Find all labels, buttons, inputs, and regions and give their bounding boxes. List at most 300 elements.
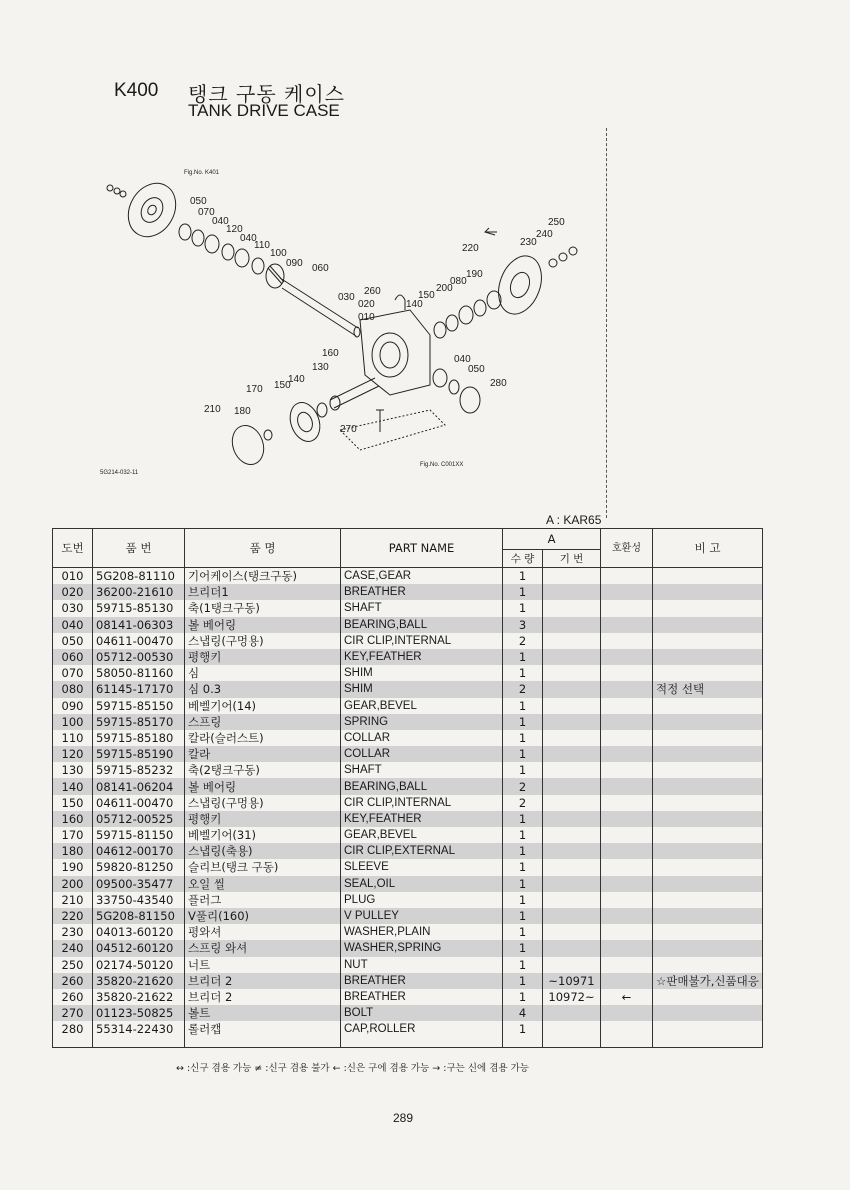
row-remarks bbox=[653, 989, 763, 1005]
header-group-a: A bbox=[503, 529, 601, 550]
row-quantity: 1 bbox=[503, 940, 543, 956]
row-name-korean: 너트 bbox=[185, 957, 341, 973]
table-row bbox=[53, 795, 763, 811]
row-quantity: 2 bbox=[503, 795, 543, 811]
row-compat bbox=[601, 600, 653, 616]
row-serial bbox=[543, 730, 601, 746]
row-compat bbox=[601, 730, 653, 746]
row-serial bbox=[543, 681, 601, 697]
row-name-korean: 평와셔 bbox=[185, 924, 341, 940]
row-remarks bbox=[653, 730, 763, 746]
row-quantity: 1 bbox=[503, 859, 543, 875]
row-number: 080 bbox=[53, 681, 93, 697]
callout: 120 bbox=[226, 224, 243, 235]
table-row bbox=[53, 811, 763, 827]
row-name-korean: 스프링 bbox=[185, 714, 341, 730]
table-row bbox=[53, 762, 763, 778]
row-compat bbox=[601, 746, 653, 762]
row-remarks bbox=[653, 746, 763, 762]
callout: 240 bbox=[536, 229, 553, 240]
row-remarks bbox=[653, 957, 763, 973]
row-serial bbox=[543, 584, 601, 600]
callout: 210 bbox=[204, 404, 221, 415]
table-row bbox=[53, 778, 763, 794]
row-quantity: 1 bbox=[503, 876, 543, 892]
row-quantity: 4 bbox=[503, 1005, 543, 1021]
row-serial bbox=[543, 568, 601, 585]
row-compat bbox=[601, 811, 653, 827]
row-name-english: SHAFT bbox=[341, 600, 503, 616]
table-row bbox=[53, 876, 763, 892]
row-name-english: CAP,ROLLER bbox=[341, 1021, 503, 1048]
row-part-number: 04013-60120 bbox=[93, 924, 185, 940]
row-name-english: CASE,GEAR bbox=[341, 568, 503, 585]
row-name-korean: 베벨기어(14) bbox=[185, 698, 341, 714]
table-row bbox=[53, 698, 763, 714]
row-name-korean: 슬리브(탱크 구동) bbox=[185, 859, 341, 875]
callout: 250 bbox=[548, 217, 565, 228]
header-qty: 수 량 bbox=[503, 550, 543, 568]
variant-note: A : KAR65 bbox=[546, 513, 602, 527]
row-serial bbox=[543, 795, 601, 811]
row-name-english: SPRING bbox=[341, 714, 503, 730]
row-name-korean: 롤러캡 bbox=[185, 1021, 341, 1048]
header-part-no: 품 번 bbox=[93, 529, 185, 568]
row-part-number: 59820-81250 bbox=[93, 859, 185, 875]
row-name-english: CIR CLIP,INTERNAL bbox=[341, 633, 503, 649]
callout: 020 bbox=[358, 299, 375, 310]
row-part-number: 05712-00525 bbox=[93, 811, 185, 827]
table-row bbox=[53, 1021, 763, 1048]
row-remarks bbox=[653, 600, 763, 616]
row-name-english: PLUG bbox=[341, 892, 503, 908]
header-name-en: PART NAME bbox=[341, 529, 503, 568]
row-serial bbox=[543, 746, 601, 762]
callout: 230 bbox=[520, 237, 537, 248]
row-name-english: KEY,FEATHER bbox=[341, 811, 503, 827]
row-name-english: SHIM bbox=[341, 665, 503, 681]
row-remarks bbox=[653, 649, 763, 665]
row-name-korean: 심 bbox=[185, 665, 341, 681]
row-quantity: 2 bbox=[503, 681, 543, 697]
row-number: 100 bbox=[53, 714, 93, 730]
callout: 050 bbox=[190, 196, 207, 207]
row-number: 050 bbox=[53, 633, 93, 649]
row-quantity: 1 bbox=[503, 714, 543, 730]
row-compat bbox=[601, 681, 653, 697]
row-serial bbox=[543, 1021, 601, 1048]
row-number: 070 bbox=[53, 665, 93, 681]
row-serial bbox=[543, 714, 601, 730]
callout: 150 bbox=[274, 380, 291, 391]
row-compat bbox=[601, 1021, 653, 1048]
callout: 160 bbox=[322, 348, 339, 359]
row-part-number: 35820-21620 bbox=[93, 973, 185, 989]
row-name-korean: 스프링 와셔 bbox=[185, 940, 341, 956]
row-remarks bbox=[653, 924, 763, 940]
row-part-number: 04611-00470 bbox=[93, 795, 185, 811]
row-remarks bbox=[653, 940, 763, 956]
callout: 150 bbox=[418, 290, 435, 301]
row-number: 170 bbox=[53, 827, 93, 843]
table-row bbox=[53, 940, 763, 956]
row-name-english: BEARING,BALL bbox=[341, 617, 503, 633]
table-row bbox=[53, 568, 763, 585]
row-quantity: 1 bbox=[503, 746, 543, 762]
row-name-korean: 축(1탱크구동) bbox=[185, 600, 341, 616]
row-quantity: 1 bbox=[503, 973, 543, 989]
row-compat bbox=[601, 940, 653, 956]
callout: 110 bbox=[254, 240, 270, 251]
row-serial: 10972~ bbox=[543, 989, 601, 1005]
row-quantity: 1 bbox=[503, 827, 543, 843]
row-compat bbox=[601, 633, 653, 649]
row-number: 140 bbox=[53, 778, 93, 794]
row-name-english: SEAL,OIL bbox=[341, 876, 503, 892]
row-number: 250 bbox=[53, 957, 93, 973]
table-row bbox=[53, 924, 763, 940]
row-name-english: SLEEVE bbox=[341, 859, 503, 875]
callout: 010 bbox=[358, 312, 375, 323]
row-number: 270 bbox=[53, 1005, 93, 1021]
row-quantity: 1 bbox=[503, 584, 543, 600]
row-remarks bbox=[653, 633, 763, 649]
row-quantity: 1 bbox=[503, 957, 543, 973]
callout: 040 bbox=[454, 354, 471, 365]
row-name-korean: 스냅링(구멍용) bbox=[185, 795, 341, 811]
row-compat bbox=[601, 584, 653, 600]
row-name-english: WASHER,PLAIN bbox=[341, 924, 503, 940]
row-quantity: 1 bbox=[503, 730, 543, 746]
header-compat: 호환성 bbox=[601, 529, 653, 568]
header-serial: 기 번 bbox=[543, 550, 601, 568]
row-part-number: 59715-85150 bbox=[93, 698, 185, 714]
row-name-english: GEAR,BEVEL bbox=[341, 827, 503, 843]
row-compat bbox=[601, 714, 653, 730]
row-compat bbox=[601, 568, 653, 585]
row-serial bbox=[543, 617, 601, 633]
row-number: 030 bbox=[53, 600, 93, 616]
row-part-number: 04612-00170 bbox=[93, 843, 185, 859]
row-name-korean: 심 0.3 bbox=[185, 681, 341, 697]
row-number: 020 bbox=[53, 584, 93, 600]
table-row bbox=[53, 973, 763, 989]
row-quantity: 1 bbox=[503, 924, 543, 940]
row-number: 200 bbox=[53, 876, 93, 892]
row-remarks bbox=[653, 568, 763, 585]
table-row bbox=[53, 957, 763, 973]
exploded-parts-diagram bbox=[90, 160, 610, 490]
row-compat bbox=[601, 908, 653, 924]
table-row bbox=[53, 665, 763, 681]
table-row bbox=[53, 843, 763, 859]
row-compat bbox=[601, 876, 653, 892]
callout: 050 bbox=[468, 364, 485, 375]
row-part-number: 36200-21610 bbox=[93, 584, 185, 600]
row-quantity: 3 bbox=[503, 617, 543, 633]
row-quantity: 1 bbox=[503, 665, 543, 681]
row-serial bbox=[543, 698, 601, 714]
row-quantity: 1 bbox=[503, 989, 543, 1005]
callout: 190 bbox=[466, 269, 483, 280]
row-part-number: 08141-06303 bbox=[93, 617, 185, 633]
row-remarks bbox=[653, 811, 763, 827]
header-no: 도번 bbox=[53, 529, 93, 568]
pulley-right bbox=[491, 250, 549, 320]
callout: 040 bbox=[212, 216, 229, 227]
row-part-number: 58050-81160 bbox=[93, 665, 185, 681]
table-row bbox=[53, 617, 763, 633]
callout: 170 bbox=[246, 384, 263, 395]
row-remarks bbox=[653, 859, 763, 875]
row-remarks bbox=[653, 778, 763, 794]
table-row bbox=[53, 746, 763, 762]
row-serial bbox=[543, 908, 601, 924]
row-part-number: 61145-17170 bbox=[93, 681, 185, 697]
row-name-korean: 축(2탱크구동) bbox=[185, 762, 341, 778]
row-compat bbox=[601, 762, 653, 778]
row-name-korean: 플러그 bbox=[185, 892, 341, 908]
row-name-korean: 스냅링(축용) bbox=[185, 843, 341, 859]
row-quantity: 1 bbox=[503, 600, 543, 616]
table-row bbox=[53, 649, 763, 665]
row-compat bbox=[601, 892, 653, 908]
row-name-english: V PULLEY bbox=[341, 908, 503, 924]
row-name-english: NUT bbox=[341, 957, 503, 973]
row-number: 260 bbox=[53, 989, 93, 1005]
row-name-english: BEARING,BALL bbox=[341, 778, 503, 794]
parts-table-body bbox=[53, 568, 763, 1048]
row-name-korean: 베벨기어(31) bbox=[185, 827, 341, 843]
table-row bbox=[53, 584, 763, 600]
row-number: 010 bbox=[53, 568, 93, 585]
row-quantity: 1 bbox=[503, 698, 543, 714]
row-name-english: GEAR,BEVEL bbox=[341, 698, 503, 714]
row-name-english: BOLT bbox=[341, 1005, 503, 1021]
row-compat bbox=[601, 649, 653, 665]
row-quantity: 1 bbox=[503, 649, 543, 665]
callout: 130 bbox=[312, 362, 329, 373]
row-quantity: 1 bbox=[503, 892, 543, 908]
row-number: 280 bbox=[53, 1021, 93, 1048]
section-title-english: TANK DRIVE CASE bbox=[188, 101, 340, 120]
row-part-number: 01123-50825 bbox=[93, 1005, 185, 1021]
row-number: 060 bbox=[53, 649, 93, 665]
page-number: 289 bbox=[393, 1111, 414, 1125]
row-part-number: 35820-21622 bbox=[93, 989, 185, 1005]
table-row bbox=[53, 681, 763, 697]
header-name-ko: 품 명 bbox=[185, 529, 341, 568]
row-name-korean: 볼 베어링 bbox=[185, 617, 341, 633]
row-number: 110 bbox=[53, 730, 93, 746]
row-name-english: SHIM bbox=[341, 681, 503, 697]
row-compat bbox=[601, 859, 653, 875]
row-name-korean: 브리더 2 bbox=[185, 973, 341, 989]
row-part-number: 02174-50120 bbox=[93, 957, 185, 973]
row-number: 090 bbox=[53, 698, 93, 714]
row-remarks bbox=[653, 892, 763, 908]
row-name-korean: 오일 씰 bbox=[185, 876, 341, 892]
row-serial bbox=[543, 762, 601, 778]
section-title-korean: 탱크 구동 케이스 bbox=[188, 82, 345, 106]
row-name-korean: 스냅링(구멍용) bbox=[185, 633, 341, 649]
row-compat bbox=[601, 973, 653, 989]
row-compat bbox=[601, 778, 653, 794]
table-row bbox=[53, 633, 763, 649]
row-number: 230 bbox=[53, 924, 93, 940]
row-name-korean: 브리더 2 bbox=[185, 989, 341, 1005]
row-quantity: 2 bbox=[503, 778, 543, 794]
row-part-number: 05712-00530 bbox=[93, 649, 185, 665]
row-remarks bbox=[653, 908, 763, 924]
table-row bbox=[53, 892, 763, 908]
row-remarks bbox=[653, 1021, 763, 1048]
callout: 280 bbox=[490, 378, 507, 389]
row-number: 130 bbox=[53, 762, 93, 778]
row-number: 190 bbox=[53, 859, 93, 875]
row-part-number: 5G208-81110 bbox=[93, 568, 185, 585]
callout: 040 bbox=[240, 233, 257, 244]
row-remarks: 적정 선택 bbox=[653, 681, 763, 697]
row-serial bbox=[543, 957, 601, 973]
row-serial bbox=[543, 924, 601, 940]
row-remarks bbox=[653, 843, 763, 859]
table-row bbox=[53, 908, 763, 924]
row-part-number: 09500-35477 bbox=[93, 876, 185, 892]
row-serial bbox=[543, 649, 601, 665]
callout: 260 bbox=[364, 286, 381, 297]
row-part-number: 59715-85232 bbox=[93, 762, 185, 778]
row-name-english: BREATHER bbox=[341, 973, 503, 989]
row-part-number: 33750-43540 bbox=[93, 892, 185, 908]
row-serial bbox=[543, 1005, 601, 1021]
row-part-number: 59715-81150 bbox=[93, 827, 185, 843]
row-name-korean: 기어케이스(탱크구동) bbox=[185, 568, 341, 585]
row-name-english: BREATHER bbox=[341, 584, 503, 600]
table-row bbox=[53, 714, 763, 730]
row-number: 180 bbox=[53, 843, 93, 859]
fig-ref-c001: Fig.No. C001XX bbox=[420, 462, 464, 468]
row-remarks bbox=[653, 617, 763, 633]
row-part-number: 55314-22430 bbox=[93, 1021, 185, 1048]
row-name-korean: 볼 베어링 bbox=[185, 778, 341, 794]
row-quantity: 1 bbox=[503, 568, 543, 585]
row-remarks bbox=[653, 698, 763, 714]
section-code: K400 bbox=[114, 80, 159, 101]
row-compat bbox=[601, 827, 653, 843]
header-remarks: 비 고 bbox=[653, 529, 763, 568]
callout: 070 bbox=[198, 207, 215, 218]
callout: 090 bbox=[286, 258, 303, 269]
row-compat bbox=[601, 665, 653, 681]
row-compat bbox=[601, 617, 653, 633]
row-serial bbox=[543, 876, 601, 892]
row-name-korean: V풀리(160) bbox=[185, 908, 341, 924]
row-name-english: BREATHER bbox=[341, 989, 503, 1005]
callout: 140 bbox=[288, 374, 305, 385]
callout: 200 bbox=[436, 283, 453, 294]
row-name-english: CIR CLIP,INTERNAL bbox=[341, 795, 503, 811]
row-part-number: 59715-85190 bbox=[93, 746, 185, 762]
fig-ref-k401: Fig.No. K401 bbox=[184, 170, 220, 176]
row-name-english: WASHER,SPRING bbox=[341, 940, 503, 956]
row-remarks: ☆판매불가,신품대응 bbox=[653, 973, 763, 989]
row-remarks bbox=[653, 762, 763, 778]
row-serial bbox=[543, 827, 601, 843]
row-serial bbox=[543, 665, 601, 681]
row-remarks bbox=[653, 827, 763, 843]
row-name-korean: 평행키 bbox=[185, 649, 341, 665]
row-remarks bbox=[653, 584, 763, 600]
parts-table bbox=[52, 528, 763, 1048]
row-part-number: 5G208-81150 bbox=[93, 908, 185, 924]
row-compat bbox=[601, 843, 653, 859]
table-row bbox=[53, 600, 763, 616]
row-serial bbox=[543, 892, 601, 908]
callout: 030 bbox=[338, 292, 355, 303]
table-row bbox=[53, 1005, 763, 1021]
row-number: 160 bbox=[53, 811, 93, 827]
table-row bbox=[53, 827, 763, 843]
callout: 060 bbox=[312, 263, 329, 274]
row-number: 150 bbox=[53, 795, 93, 811]
row-serial bbox=[543, 859, 601, 875]
row-remarks bbox=[653, 1005, 763, 1021]
row-number: 240 bbox=[53, 940, 93, 956]
row-compat bbox=[601, 698, 653, 714]
row-compat bbox=[601, 957, 653, 973]
callout: 140 bbox=[406, 299, 423, 310]
row-quantity: 1 bbox=[503, 843, 543, 859]
row-compat bbox=[601, 924, 653, 940]
row-part-number: 59715-85130 bbox=[93, 600, 185, 616]
row-part-number: 04512-60120 bbox=[93, 940, 185, 956]
row-name-korean: 브리더1 bbox=[185, 584, 341, 600]
row-name-korean: 볼트 bbox=[185, 1005, 341, 1021]
row-name-english: SHAFT bbox=[341, 762, 503, 778]
callout: 220 bbox=[462, 243, 479, 254]
row-remarks bbox=[653, 665, 763, 681]
callout: 100 bbox=[270, 248, 287, 259]
row-quantity: 2 bbox=[503, 633, 543, 649]
row-quantity: 1 bbox=[503, 811, 543, 827]
pulley-left bbox=[119, 175, 185, 245]
compatibility-legend: ↔ :신구 겸용 가능 ≠ :신구 겸용 불가 ← :신은 구에 겸용 가능 → :구는 신에 겸용 가능 bbox=[176, 1063, 529, 1074]
callout: 180 bbox=[234, 406, 251, 417]
row-number: 260 bbox=[53, 973, 93, 989]
table-row bbox=[53, 989, 763, 1005]
table-row bbox=[53, 730, 763, 746]
row-remarks bbox=[653, 714, 763, 730]
row-name-korean: 평행키 bbox=[185, 811, 341, 827]
row-quantity: 1 bbox=[503, 762, 543, 778]
row-number: 210 bbox=[53, 892, 93, 908]
row-name-korean: 칼라 bbox=[185, 746, 341, 762]
row-remarks bbox=[653, 876, 763, 892]
row-serial bbox=[543, 843, 601, 859]
row-compat bbox=[601, 1005, 653, 1021]
row-compat bbox=[601, 795, 653, 811]
table-row bbox=[53, 859, 763, 875]
row-serial bbox=[543, 633, 601, 649]
row-compat: ← bbox=[601, 989, 653, 1005]
row-part-number: 04611-00470 bbox=[93, 633, 185, 649]
row-name-english: COLLAR bbox=[341, 730, 503, 746]
callout: 270 bbox=[340, 424, 357, 435]
row-name-english: KEY,FEATHER bbox=[341, 649, 503, 665]
row-quantity: 1 bbox=[503, 1021, 543, 1048]
row-serial bbox=[543, 940, 601, 956]
